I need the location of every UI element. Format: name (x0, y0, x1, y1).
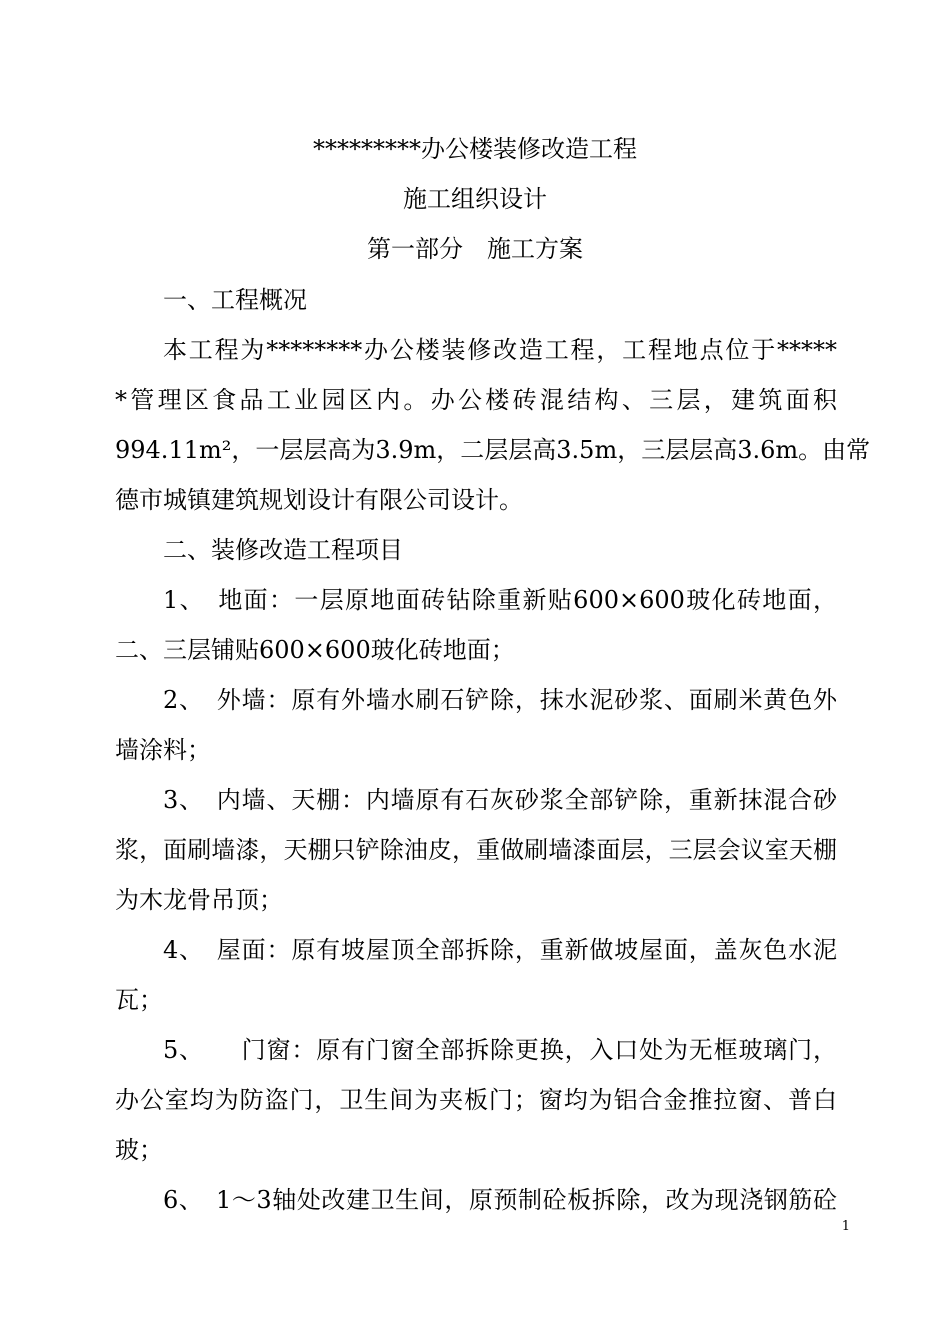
list-item-line: 6、 1～3轴处改建卫生间，原预制砼板拆除，改为现浇钢筋砼 (163, 1186, 837, 1214)
page-number: 1 (841, 1219, 850, 1234)
part-heading: 第一部分 施工方案 (367, 235, 583, 263)
list-item-line: 墙涂料； (115, 736, 211, 764)
section-heading: 二、装修改造工程项目 (163, 536, 403, 564)
list-item-line: 1、 地面：一层原地面砖钻除重新贴600×600玻化砖地面， (163, 586, 837, 614)
document-title: *********办公楼装修改造工程 (313, 135, 637, 163)
list-item-line: 办公室均为防盗门，卫生间为夹板门；窗均为铝合金推拉窗、普白 (115, 1086, 837, 1114)
list-item-line: 二、三层铺贴600×600玻化砖地面； (115, 636, 515, 664)
list-item-line: 浆，面刷墙漆，天棚只铲除油皮，重做刷墙漆面层，三层会议室天棚 (115, 836, 837, 864)
list-item-line: 玻； (115, 1136, 163, 1164)
paragraph-line: 德市城镇建筑规划设计有限公司设计。 (115, 486, 523, 514)
section-heading: 一、工程概况 (163, 286, 307, 314)
list-item-line: 瓦； (115, 986, 163, 1014)
list-item-line: 为木龙骨吊顶； (115, 886, 283, 914)
list-item-line: 2、 外墙：原有外墙水刷石铲除，抹水泥砂浆、面刷米黄色外 (163, 686, 837, 714)
list-item-line: 5、 门窗：原有门窗全部拆除更换，入口处为无框玻璃门， (163, 1036, 837, 1064)
paragraph-line: *管理区食品工业园区内。办公楼砖混结构、三层，建筑面积 (115, 386, 837, 414)
list-item-line: 3、 内墙、天棚：内墙原有石灰砂浆全部铲除，重新抹混合砂 (163, 786, 837, 814)
list-item-line: 4、 屋面：原有坡屋顶全部拆除，重新做坡屋面，盖灰色水泥 (163, 936, 837, 964)
document-subtitle: 施工组织设计 (403, 185, 547, 213)
paragraph-line: 本工程为********办公楼装修改造工程，工程地点位于***** (163, 336, 837, 364)
paragraph-line: 994.11m²，一层层高为3.9m，二层层高3.5m，三层层高3.6m。由常 (115, 436, 871, 464)
